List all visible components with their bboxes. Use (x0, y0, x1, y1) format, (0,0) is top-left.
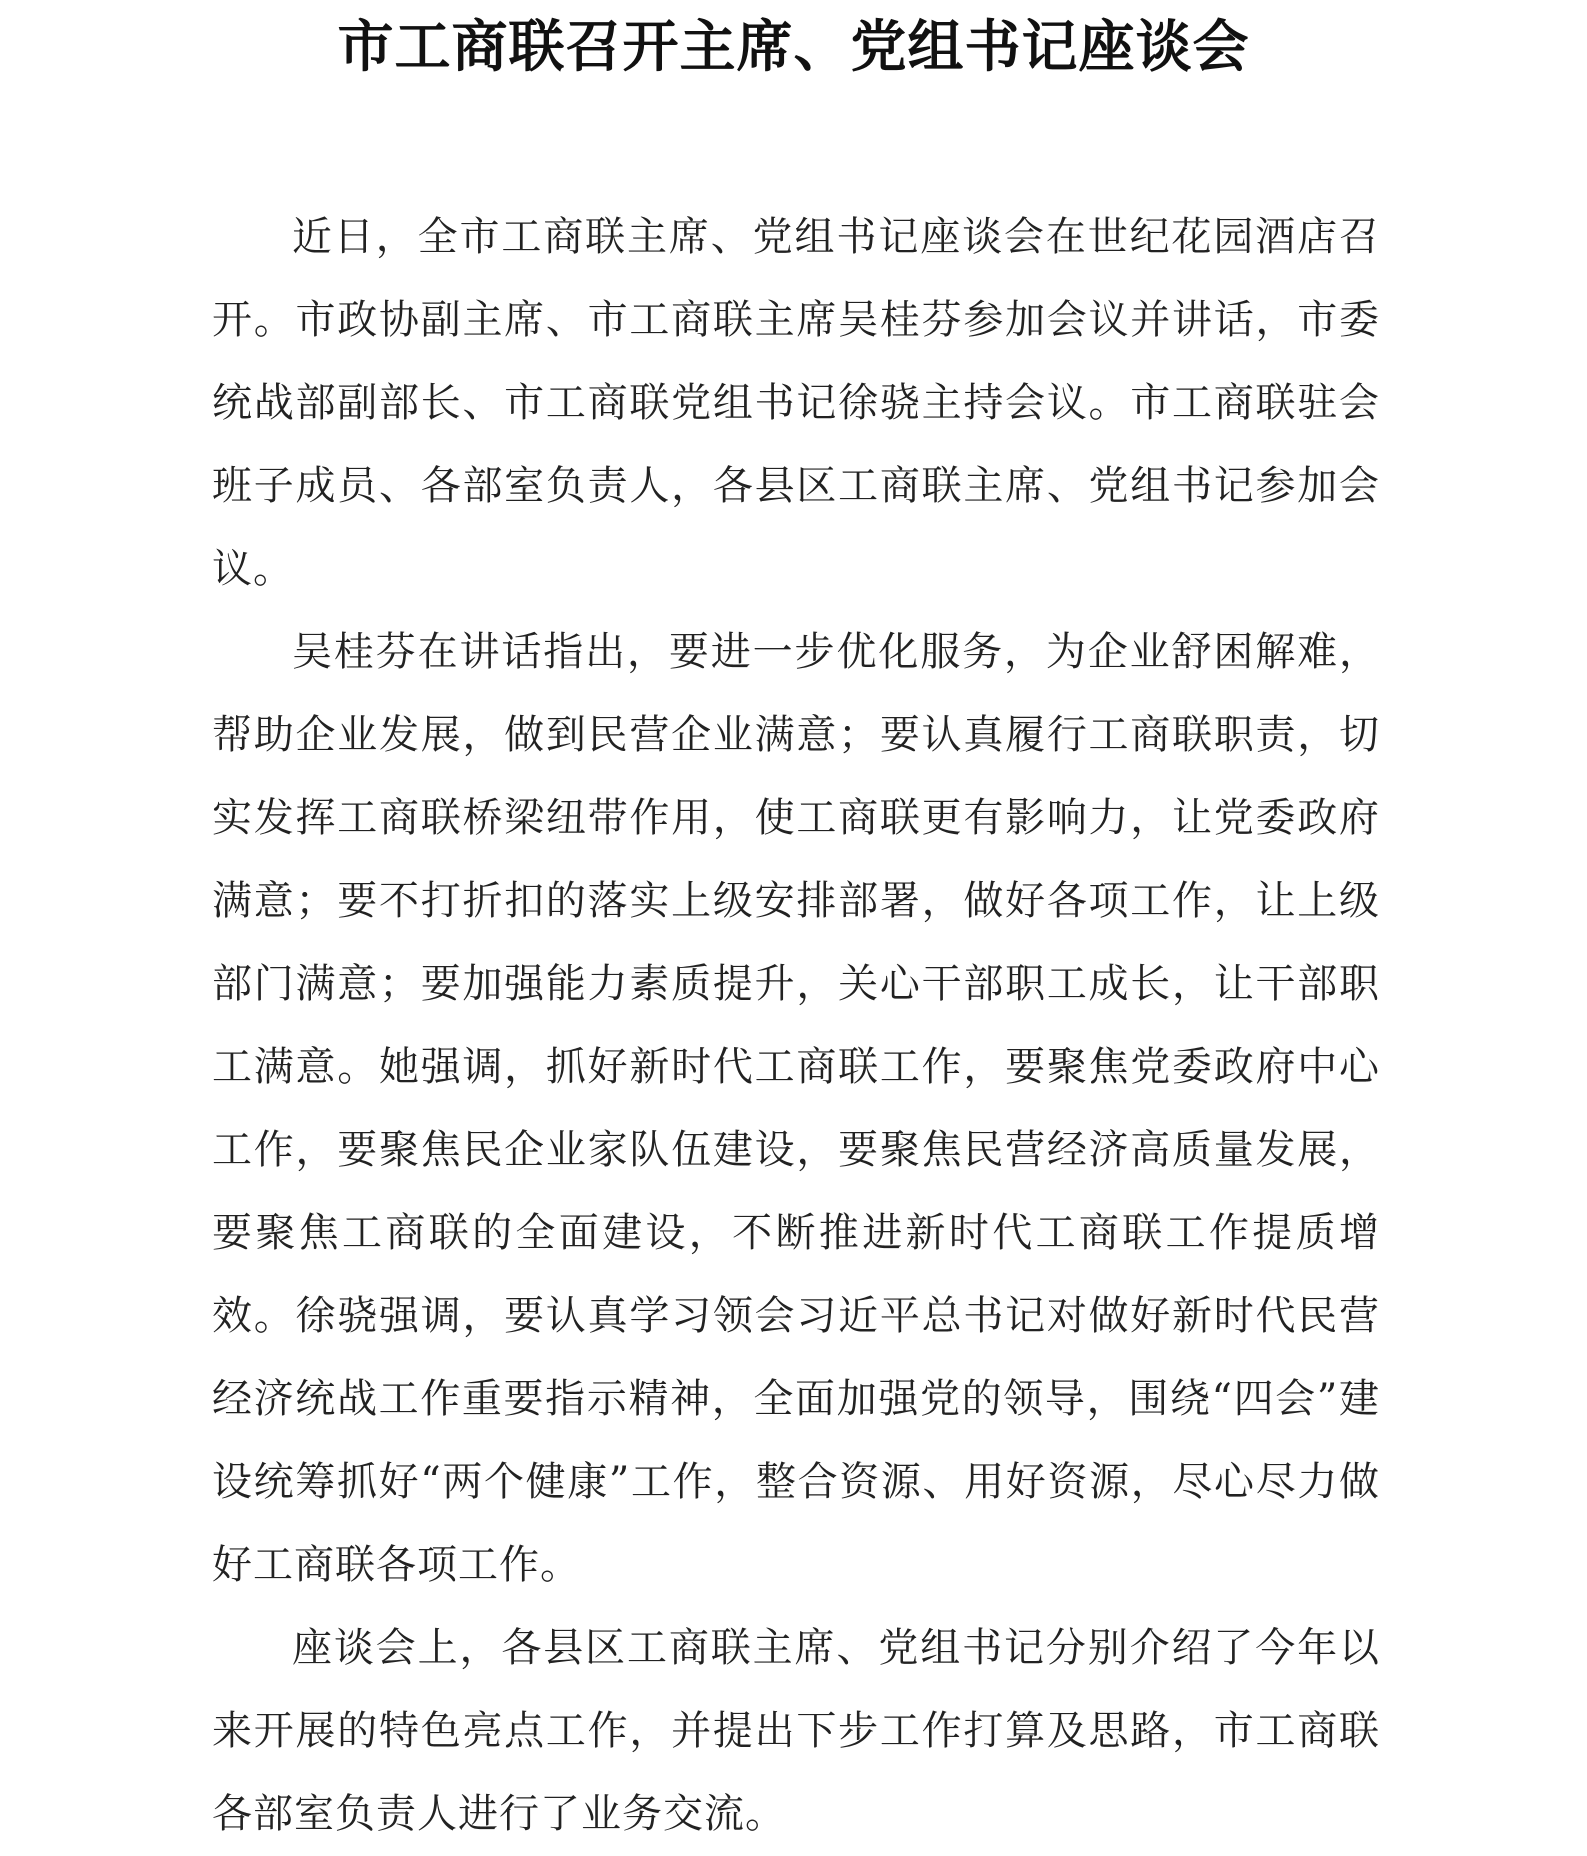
page-title: 市工商联召开主席、党组书记座谈会 (337, 14, 1250, 80)
paragraph-exchange: 座谈会上，各县区工商联主席、党组书记分别介绍了今年以来开展的特色亮点工作，并提出下步工作打算及思路，市工商联各部室负责人进行了业务交流。 (212, 1625, 1380, 1837)
paragraph-speech-content: 吴桂芬在讲话指出，要进一步优化服务，为企业舒困解难，帮助企业发展，做到民营企业满意；要认真履行工商联职责，切实发挥工商联桥梁纽带作用，使工商联更有影响力，让党委政府满意；要不打折扣的落实上级安排部署，做好各项工作，让上级部门满意；要加强能力素质提升，关心干部职工成长，让干部职工满意。她强调，抓好新时代工商联工作，要聚焦党委政府中心工作，要聚焦民企业家队伍建设，要聚焦民营经济高质量发展，要聚焦工商联的全面建设，不断推进新时代工商联工作提质增效。徐骁强调，要认真学习领会习近平总书记对做好新时代民营经济统战工作重要指示精神，全面加强党的领导，围绕“四会”建设统筹抓好“两个健康”工作，整合资源、用好资源，尽心尽力做好工商联各项工作。 (212, 629, 1380, 1588)
paragraph-meeting-overview: 近日，全市工商联主席、党组书记座谈会在世纪花园酒店召开。市政协副主席、市工商联主席吴桂芬参加会议并讲话，市委统战部副部长、市工商联党组书记徐骁主持会议。市工商联驻会班子成员、各部室负责人，各县区工商联主席、党组书记参加会议。 (212, 214, 1380, 592)
article-body (212, 196, 1380, 1856)
